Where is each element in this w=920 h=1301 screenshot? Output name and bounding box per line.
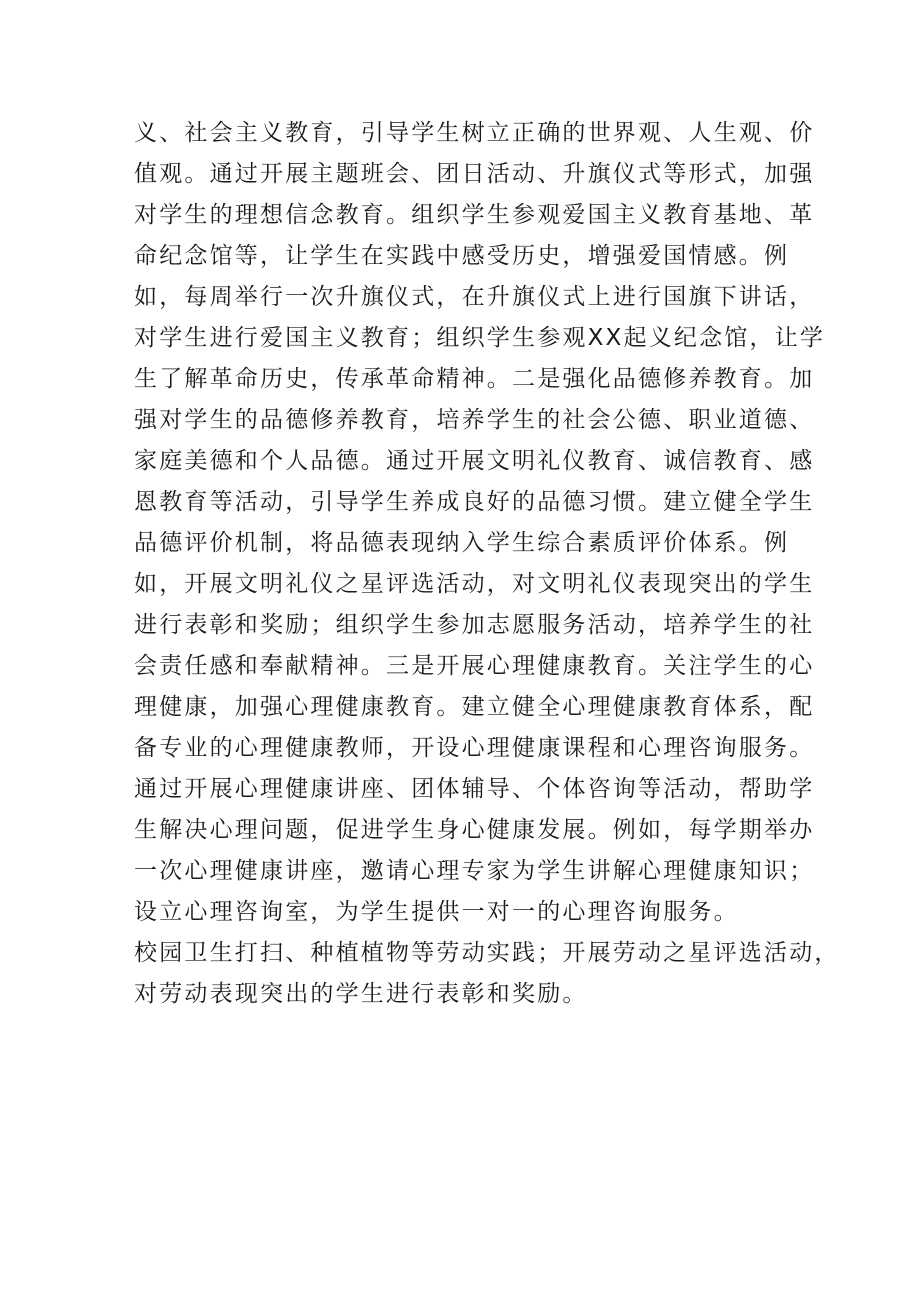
text-line: 校园卫生打扫、种植植物等劳动实践；开展劳动之星评选活动， [134, 940, 840, 966]
text-line: 家庭美德和个人品德。通过开展文明礼仪教育、诚信教育、感 [134, 448, 815, 474]
text-line: 如，开展文明礼仪之星评选活动，对文明礼仪表现突出的学生 [134, 571, 815, 597]
text-line: 通过开展心理健康讲座、团体辅导、个体咨询等活动，帮助学 [134, 776, 815, 802]
text-line: 对学生进行爱国主义教育；组织学生参观XX起义纪念馆，让学 [134, 325, 826, 351]
text-line: 值观。通过开展主题班会、团日活动、升旗仪式等形式，加强 [134, 161, 815, 187]
text-line: 生了解革命历史，传承革命精神。二是强化品德修养教育。加 [134, 366, 815, 392]
text-line: 备专业的心理健康教师，开设心理健康课程和心理咨询服务。 [134, 735, 815, 761]
text-line: 命纪念馆等，让学生在实践中感受历史，增强爱国情感。例 [134, 243, 790, 269]
text-line: 对劳动表现突出的学生进行表彰和奖励。 [134, 981, 588, 1007]
text-line: 会责任感和奉献精神。三是开展心理健康教育。关注学生的心 [134, 653, 815, 679]
text-line: 生解决心理问题，促进学生身心健康发展。例如，每学期举办 [134, 817, 815, 843]
text-line: 一次心理健康讲座，邀请心理专家为学生讲解心理健康知识； [134, 858, 815, 884]
body-text [134, 113, 840, 1015]
text-line: 强对学生的品德修养教育，培养学生的社会公德、职业道德、 [134, 407, 815, 433]
text-line: 如，每周举行一次升旗仪式，在升旗仪式上进行国旗下讲话， [134, 284, 815, 310]
text-line: 品德评价机制，将品德表现纳入学生综合素质评价体系。例 [134, 530, 790, 556]
text-line: 理健康，加强心理健康教育。建立健全心理健康教育体系，配 [134, 694, 815, 720]
text-line: 设立心理咨询室，为学生提供一对一的心理咨询服务。 [134, 899, 739, 925]
text-line: 恩教育等活动，引导学生养成良好的品德习惯。建立健全学生 [134, 489, 815, 515]
text-line: 对学生的理想信念教育。组织学生参观爱国主义教育基地、革 [134, 202, 815, 228]
text-line: 义、社会主义教育，引导学生树立正确的世界观、人生观、价 [134, 120, 815, 146]
text-line: 进行表彰和奖励；组织学生参加志愿服务活动，培养学生的社 [134, 612, 815, 638]
